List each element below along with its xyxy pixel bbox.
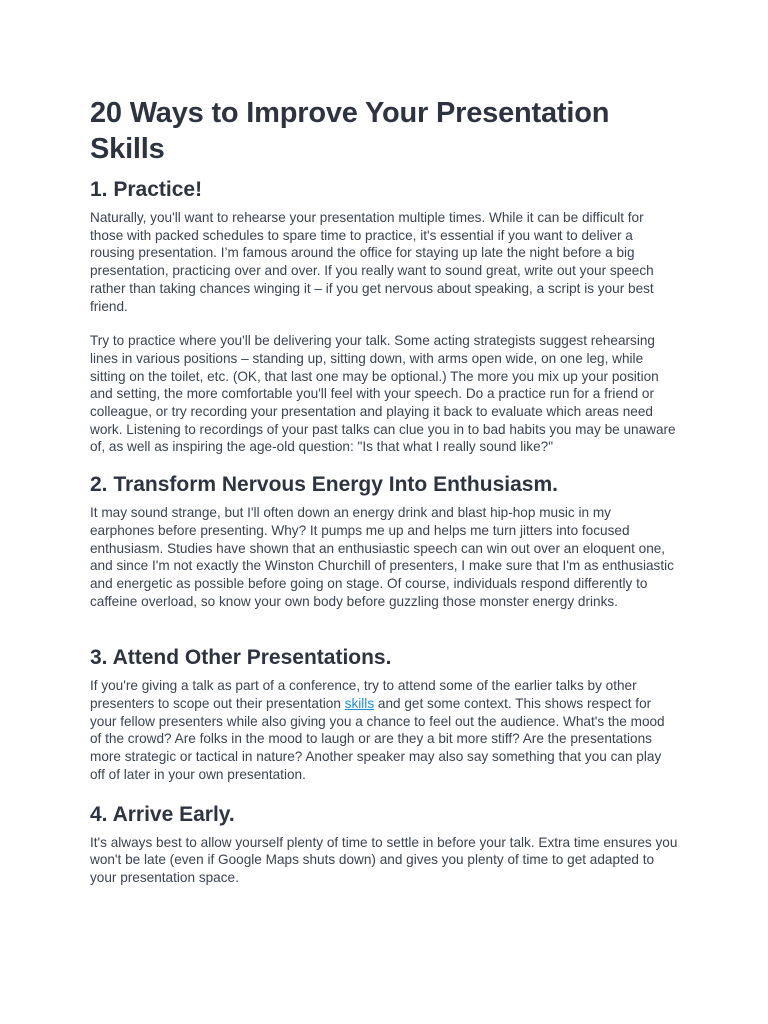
section-attend-presentations	[90, 645, 678, 783]
paragraph: It may sound strange, but I'll often down an energy drink and blast hip-hop music in my earphones before presenting. Why? It pumps me up and helps me turn jitters into focused enthusiasm. Studies have shown that an enthusiastic speech can win out over an eloquent one, and since I'm not exactly the Winston Churchill of presenters, I make sure that I'm as enthusiastic and energetic as possible before going on stage. Of course, individuals respond differently to caffeine overload, so know your own body before guzzling those monster energy drinks.	[90, 505, 674, 609]
article-title: 20 Ways to Improve Your Presentation Skills	[90, 97, 610, 165]
paragraph: Try to practice where you'll be delivering your talk. Some acting strategists suggest rehearsing lines in various positions – standing up, sitting down, with arms open wide, on one leg, while sitting on the toilet, etc. (OK, that last one may be optional.) The more you mix up your position and setting, the more comfortable you'll feel with your speech. Do a practice run for a friend or colleague, or try recording your presentation and playing it back to evaluate which areas need work. Listening to recordings of your past talks can clue you in to bad habits you may be unaware of, as well as inspiring the age-old question: "Is that what I really sound like?"	[90, 333, 676, 455]
section-arrive-early	[90, 802, 678, 887]
paragraph: It's always best to allow yourself plenty of time to settle in before your talk. Extra time ensures you won't be late (even if Google Maps shuts down) and gives you plenty of time to get adapted to your presentation space.	[90, 834, 678, 885]
paragraph-text: and get some context. This shows respect for your fellow presenters while also giving you a chance to feel out the audience. What's the mood of the crowd? Are folks in the mood to laugh or are they a bit more stiff? Are the presentations more strategic or tactical in nature? Another speaker may also say something that you can play off of later in your own presentation.	[90, 696, 665, 782]
section-heading: 2. Transform Nervous Energy Into Enthusiasm.	[90, 473, 558, 497]
document-page	[90, 95, 678, 887]
section-heading: 4. Arrive Early.	[90, 802, 235, 826]
section-heading: 3. Attend Other Presentations.	[90, 646, 392, 670]
section-heading: 1. Practice!	[90, 178, 203, 201]
paragraph	[90, 677, 678, 783]
paragraph-text: If you're giving a talk as part of a conference, try to attend some of the earlier talks by other presenters to scope out their presentation	[90, 678, 637, 712]
section-practice	[90, 177, 678, 456]
skills-link[interactable]: skills	[344, 696, 375, 712]
section-nervous-energy	[90, 472, 678, 610]
paragraph: Naturally, you'll want to rehearse your presentation multiple times. While it can be difficult for those with packed schedules to spare time to practice, it's essential if you want to deliver a rousing presentation. I’m famous around the office for staying up late the night before a big presentation, practicing over and over. If you really want to sound great, write out your speech rather than taking chances winging it – if you get nervous about speaking, a script is your best friend.	[90, 210, 654, 314]
